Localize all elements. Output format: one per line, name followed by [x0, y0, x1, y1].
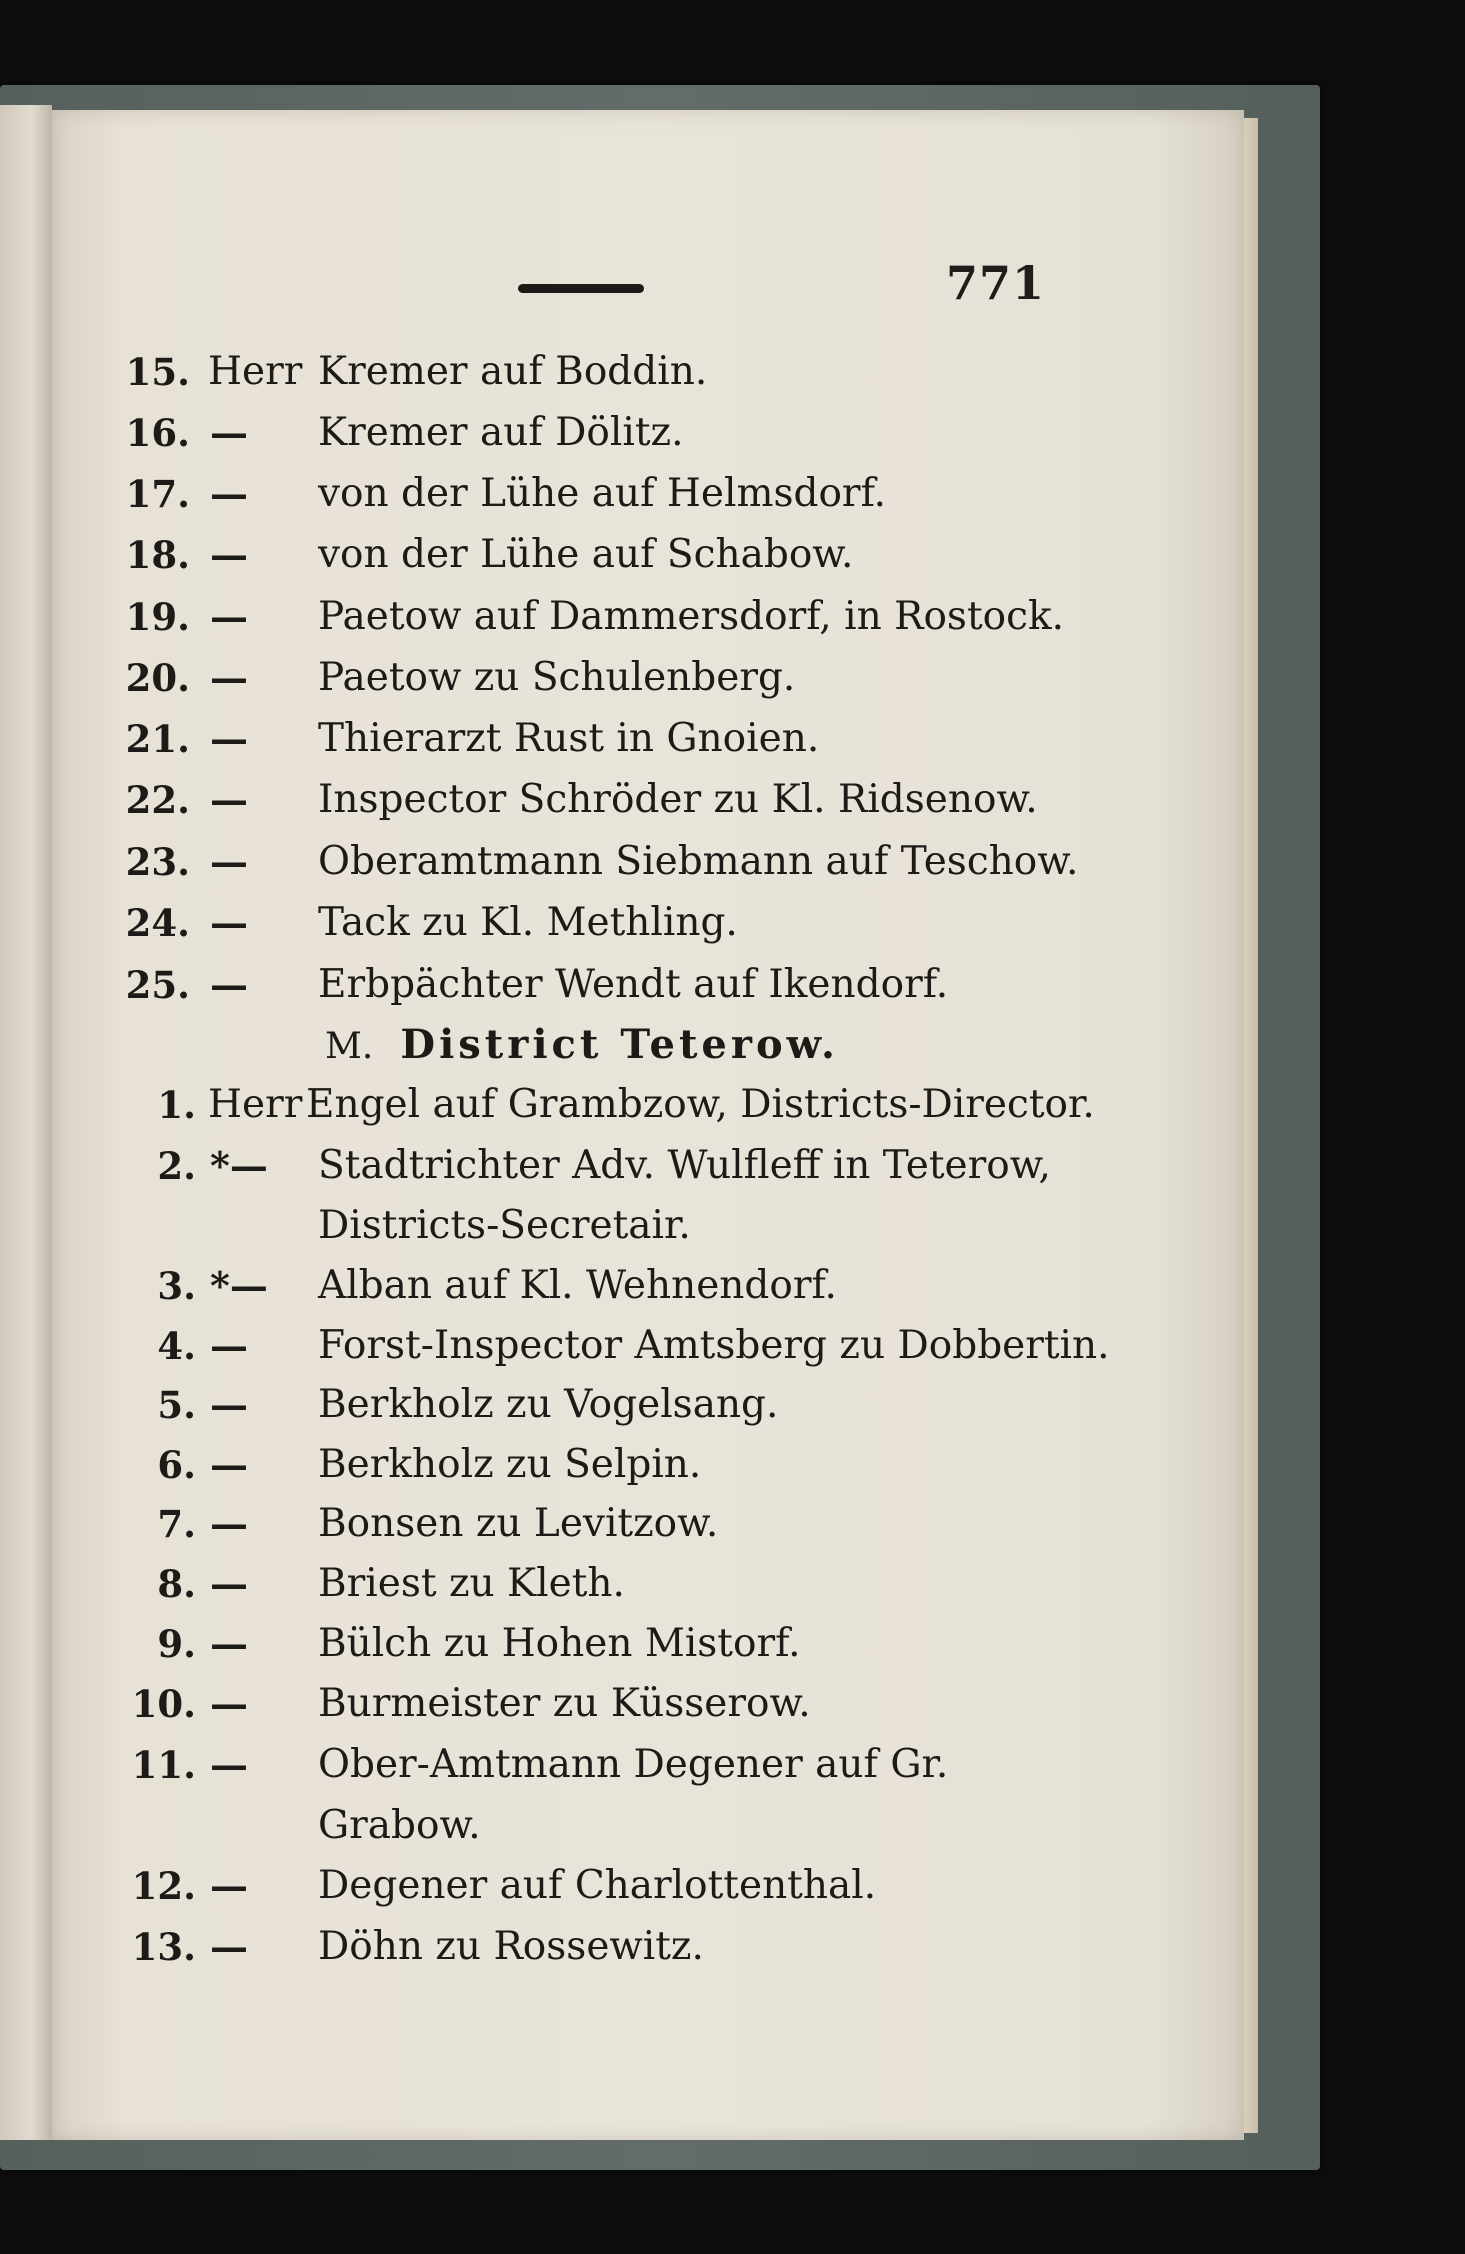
entry-number: 7. [157, 1502, 196, 1546]
entry-text: Thierarzt Rust in Gnoien. [318, 716, 820, 761]
entry-number: 24. [125, 901, 190, 945]
entry-marker: — [210, 716, 248, 761]
entry-continuation: Grabow. [318, 1803, 481, 1848]
entry-marker: Herr [208, 349, 303, 394]
entry-text: Ober-Amtmann Degener auf Gr. [318, 1742, 949, 1787]
page-number: 771 [945, 256, 1045, 310]
entry-text: Berkholz zu Vogelsang. [318, 1382, 779, 1427]
entry-marker: — [210, 962, 248, 1007]
entry-text: Kremer auf Boddin. [318, 349, 708, 394]
entry-marker: — [210, 1924, 248, 1969]
entry-number: 11. [131, 1743, 196, 1787]
entry-number: 19. [125, 595, 190, 639]
entry-number: 20. [125, 656, 190, 700]
entry-number: 10. [131, 1682, 196, 1726]
entry-number: 5. [157, 1383, 196, 1427]
entry-text: Paetow auf Dammersdorf, in Rostock. [318, 594, 1064, 639]
entry-number: 13. [131, 1925, 196, 1969]
entry-text: Berkholz zu Selpin. [318, 1442, 702, 1487]
entry-text: Engel auf Grambzow, Districts-Director. [306, 1082, 1095, 1127]
entry-text: Inspector Schröder zu Kl. Ridsenow. [318, 777, 1038, 822]
entry-number: 9. [157, 1622, 196, 1666]
entry-marker: — [210, 1323, 248, 1368]
entry-text: Burmeister zu Küsserow. [318, 1681, 811, 1726]
entry-text: Erbpächter Wendt auf Ikendorf. [318, 962, 949, 1007]
entry-text: Briest zu Kleth. [318, 1561, 625, 1606]
entry-number: 22. [125, 778, 190, 822]
entry-number: 21. [125, 717, 190, 761]
entry-marker: — [210, 1621, 248, 1666]
entry-text: von der Lühe auf Helmsdorf. [318, 471, 887, 516]
entry-marker: Herr [208, 1082, 303, 1127]
entry-number: 16. [125, 411, 190, 455]
district-title: District Teterow. [400, 1021, 839, 1068]
entry-text: Bonsen zu Levitzow. [318, 1501, 719, 1546]
entry-marker: — [210, 1742, 248, 1787]
entry-marker: — [210, 1442, 248, 1487]
entry-number: 6. [157, 1443, 196, 1487]
entry-text: Forst-Inspector Amtsberg zu Dobbertin. [318, 1323, 1110, 1368]
entry-marker: — [210, 1681, 248, 1726]
entry-number: 15. [125, 350, 190, 394]
district-letter: M. [325, 1026, 374, 1067]
entry-number: 4. [157, 1324, 196, 1368]
entry-marker: — [210, 410, 248, 455]
entry-continuation: Districts-Secretair. [318, 1203, 691, 1248]
entry-number: 17. [125, 472, 190, 516]
entry-text: Paetow zu Schulenberg. [318, 655, 796, 700]
entry-marker: — [210, 594, 248, 639]
entry-number: 8. [157, 1562, 196, 1606]
entry-number: 25. [125, 963, 190, 1007]
entry-number: 1. [157, 1083, 196, 1127]
entry-text: Döhn zu Rossewitz. [318, 1924, 704, 1969]
entry-text: Tack zu Kl. Methling. [318, 900, 738, 945]
entry-marker: — [210, 1561, 248, 1606]
entry-marker: — [210, 1382, 248, 1427]
entry-text: Stadtrichter Adv. Wulfleff in Teterow, [318, 1143, 1051, 1188]
entry-text: von der Lühe auf Schabow. [318, 532, 854, 577]
entry-text: Bülch zu Hohen Mistorf. [318, 1621, 801, 1666]
entry-marker: *— [210, 1263, 268, 1308]
entry-marker: — [210, 532, 248, 577]
entry-text: Alban auf Kl. Wehnendorf. [318, 1263, 837, 1308]
entry-marker: *— [210, 1143, 268, 1188]
entry-number: 3. [157, 1264, 196, 1308]
entry-marker: — [210, 655, 248, 700]
entry-text: Oberamtmann Siebmann auf Teschow. [318, 839, 1079, 884]
entry-text: Degener auf Charlottenthal. [318, 1863, 877, 1908]
entry-marker: — [210, 777, 248, 822]
entry-marker: — [210, 1501, 248, 1546]
entry-marker: — [210, 839, 248, 884]
district-heading [325, 1015, 839, 1075]
entry-number: 12. [131, 1864, 196, 1908]
entry-marker: — [210, 471, 248, 516]
entry-text: Kremer auf Dölitz. [318, 410, 684, 455]
entry-marker: — [210, 900, 248, 945]
entry-number: 23. [125, 840, 190, 884]
entry-number: 18. [125, 533, 190, 577]
entry-marker: — [210, 1863, 248, 1908]
entry-number: 2. [157, 1144, 196, 1188]
